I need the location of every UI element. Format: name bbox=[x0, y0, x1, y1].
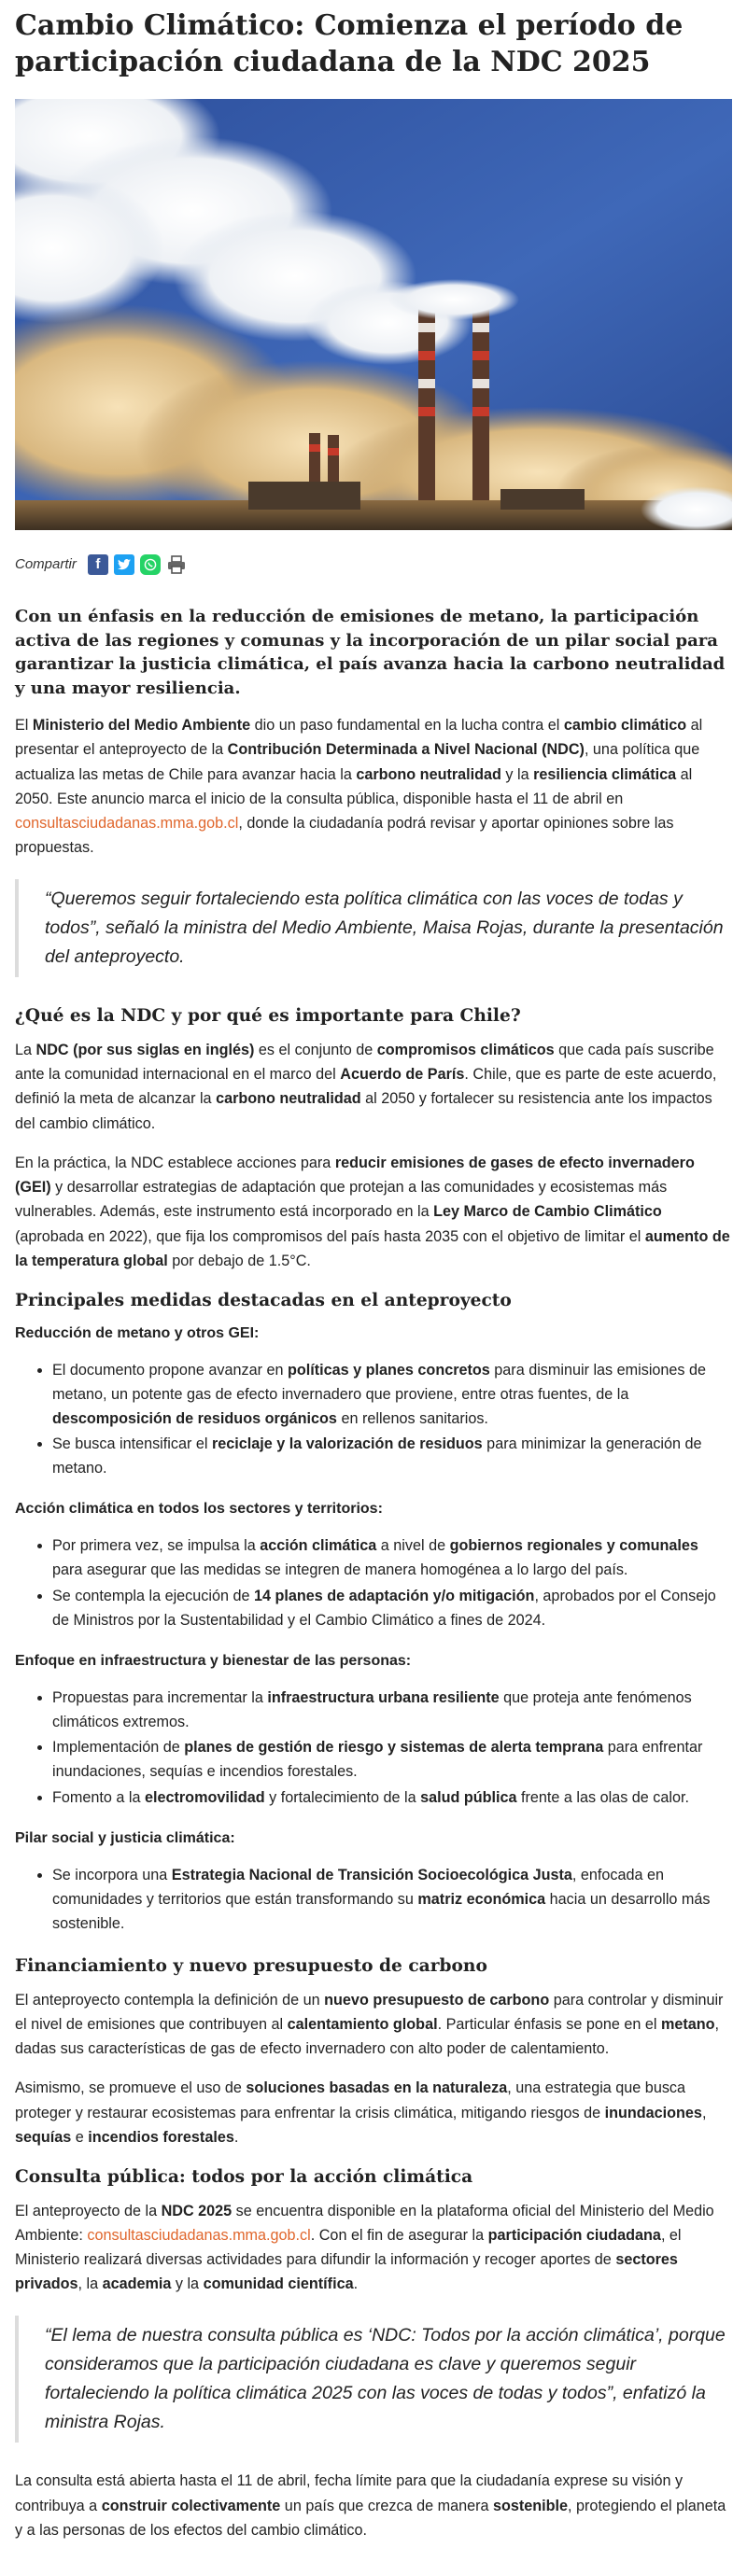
facebook-icon[interactable]: f bbox=[88, 554, 108, 575]
subheading-climate-action: Acción climática en todos los sectores y territorios: bbox=[15, 1501, 383, 1518]
quote-slogan: “El lema de nuestra consulta pública es ‘NDC: Todos por la acción climática’, porque consideramos que la participación ciudadana es clave y queremos seguir fortaleciendo la política climática 2025 con las voces de todas y todos”, enfatizó la ministra Rojas. bbox=[15, 2316, 732, 2443]
paragraph-ndc-practice: En la práctica, la NDC establece acciones para reducir emisiones de gases de efecto invernadero (GEI) y desarrollar estrategias de adaptación que protejan a las comunidades y ecosistemas más vulnerables. Además, este instrumento está incorporado en la Ley Marco de Cambio Climático (aprobada en 2022), que fija los compromisos del país hasta 2035 con el objetivo de limitar el aumento de la temperatura global por debajo de 1.5°C. bbox=[15, 1154, 730, 1269]
heading-financing: Financiamiento y nuevo presupuesto de carbono bbox=[15, 1955, 487, 1976]
hero-image bbox=[15, 99, 732, 530]
list-item: • El documento propone avanzar en políticas y planes concretos para disminuir las emisiones de metano, un potente gas de efecto invernadero que proviene, entre otras fuentes, de la descomposición de residuos orgánicos en rellenos sanitarios. bbox=[52, 1359, 732, 1432]
list-social-pillar bbox=[52, 1864, 732, 1937]
share-bar bbox=[15, 551, 732, 579]
list-climate-action bbox=[52, 1534, 732, 1633]
heading-public-consultation: Consulta pública: todos por la acción climática bbox=[15, 2166, 473, 2187]
list-item: • Implementación de planes de gestión de riesgo y sistemas de alerta temprana para enfrentar inundaciones, sequías e incendios forestales. bbox=[52, 1736, 732, 1785]
heading-main-measures: Principales medidas destacadas en el anteproyecto bbox=[15, 1291, 512, 1311]
list-item: • Se incorpora una Estrategia Nacional de Transición Socioecológica Justa, enfocada en comunidades y territorios que están transformando su matriz económica hacia un desarrollo más sostenible. bbox=[52, 1864, 732, 1937]
quote-minister: “Queremos seguir fortaleciendo esta política climática con las voces de todas y todos”, señaló la ministra del Medio Ambiente, Maisa Rojas, durante la presentación del anteproyecto. bbox=[15, 879, 732, 978]
consultation-link[interactable]: consultasciudadanas.mma.gob.cl bbox=[15, 815, 239, 833]
paragraph-carbon-budget: El anteproyecto contempla la definición de un nuevo presupuesto de carbono para controlar y disminuir el nivel de emisiones que contribuyen al calentamiento global. Particular énfasis se pone en el metano, dadas sus características de gas de efecto invernadero con alto poder de calentamiento. bbox=[15, 1991, 724, 2058]
share-label: Compartir bbox=[15, 556, 77, 573]
page-title: Cambio Climático: Comienza el período de participación ciudadana de la NDC 2025 bbox=[15, 9, 684, 78]
subheading-infrastructure: Enfoque en infraestructura y bienestar de las personas: bbox=[15, 1652, 412, 1669]
consultation-link[interactable]: consultasciudadanas.mma.gob.cl bbox=[87, 2227, 311, 2245]
list-item: • Se contempla la ejecución de 14 planes de adaptación y/o mitigación, aprobados por el Consejo de Ministros por la Sustentabilidad y el Cambio Climático a fines de 2024. bbox=[52, 1585, 732, 1633]
whatsapp-icon[interactable] bbox=[140, 554, 161, 575]
print-icon[interactable] bbox=[166, 554, 187, 575]
list-item: • Propuestas para incrementar la infraestructura urbana resiliente que proteja ante fenómenos climáticos extremos. bbox=[52, 1687, 732, 1735]
list-methane bbox=[52, 1359, 732, 1482]
industrial-chimneys-photo bbox=[15, 99, 732, 530]
list-item: • Se busca intensificar el reciclaje y la valorización de residuos para minimizar la generación de metano. bbox=[52, 1433, 732, 1481]
list-infrastructure bbox=[52, 1687, 732, 1812]
subheading-methane: Reducción de metano y otros GEI: bbox=[15, 1324, 260, 1341]
article-lead: Con un énfasis en la reducción de emisiones de metano, la participación activa de las regiones y comunas y la incorporación de un pilar social para garantizar la justicia climática, el país avanza hacia la carbono neutralidad y una mayor resiliencia. bbox=[15, 607, 726, 698]
paragraph-ndc-definition: La NDC (por sus siglas en inglés) es el conjunto de compromisos climáticos que cada país suscribe ante la comunidad internacional en el marco del Acuerdo de París. Chile, que es parte de este acuerdo, definió la meta de alcanzar la carbono neutralidad al 2050 y fortalecer su resistencia ante los impactos del cambio climático. bbox=[15, 1041, 717, 1132]
paragraph-closing: La consulta está abierta hasta el 11 de abril, fecha límite para que la ciudadanía exprese su visión y contribuya a construir colectivamente un país que crezca de manera sostenible, protegiendo el planeta y a las personas de los efectos del cambio climático. bbox=[15, 2472, 726, 2539]
list-item: • Fomento a la electromovilidad y fortalecimiento de la salud pública frente a las olas de calor. bbox=[52, 1786, 732, 1811]
paragraph-intro: El Ministerio del Medio Ambiente dio un paso fundamental en la lucha contra el cambio climático al presentar el anteproyecto de la Contribución Determinada a Nivel Nacional (NDC), una política que actualiza las metas de Chile para avanzar hacia la carbono neutralidad y la resiliencia climática al 2050. Este anuncio marca el inicio de la consulta pública, disponible hasta el 11 de abril en consultasciudadanas.mma.gob.cl, donde la ciudadanía podrá revisar y aportar opiniones sobre las propuestas. bbox=[15, 717, 703, 857]
paragraph-consultation: El anteproyecto de la NDC 2025 se encuentra disponible en la plataforma oficial del Ministerio del Medio Ambiente: consultasciudadanas.mma.gob.cl. Con el fin de asegurar la participación ciudadana, el Ministerio realizará diversas actividades para difundir la información y recoger aportes de sectores privados, la academia y la comunidad científica. bbox=[15, 2202, 714, 2293]
paragraph-nature-solutions: Asimismo, se promueve el uso de soluciones basadas en la naturaleza, una estrategia que busca proteger y restaurar ecosistemas para enfrentar la crisis climática, mitigando riesgos de inundaciones, sequías e incendios forestales. bbox=[15, 2079, 707, 2146]
subheading-social-pillar: Pilar social y justicia climática: bbox=[15, 1830, 235, 1847]
list-item: • Por primera vez, se impulsa la acción climática a nivel de gobiernos regionales y comunales para asegurar que las medidas se integren de manera homogénea a lo largo del país. bbox=[52, 1534, 732, 1583]
twitter-icon[interactable] bbox=[114, 554, 134, 575]
heading-what-is-ndc: ¿Qué es la NDC y por qué es importante para Chile? bbox=[15, 1006, 521, 1027]
